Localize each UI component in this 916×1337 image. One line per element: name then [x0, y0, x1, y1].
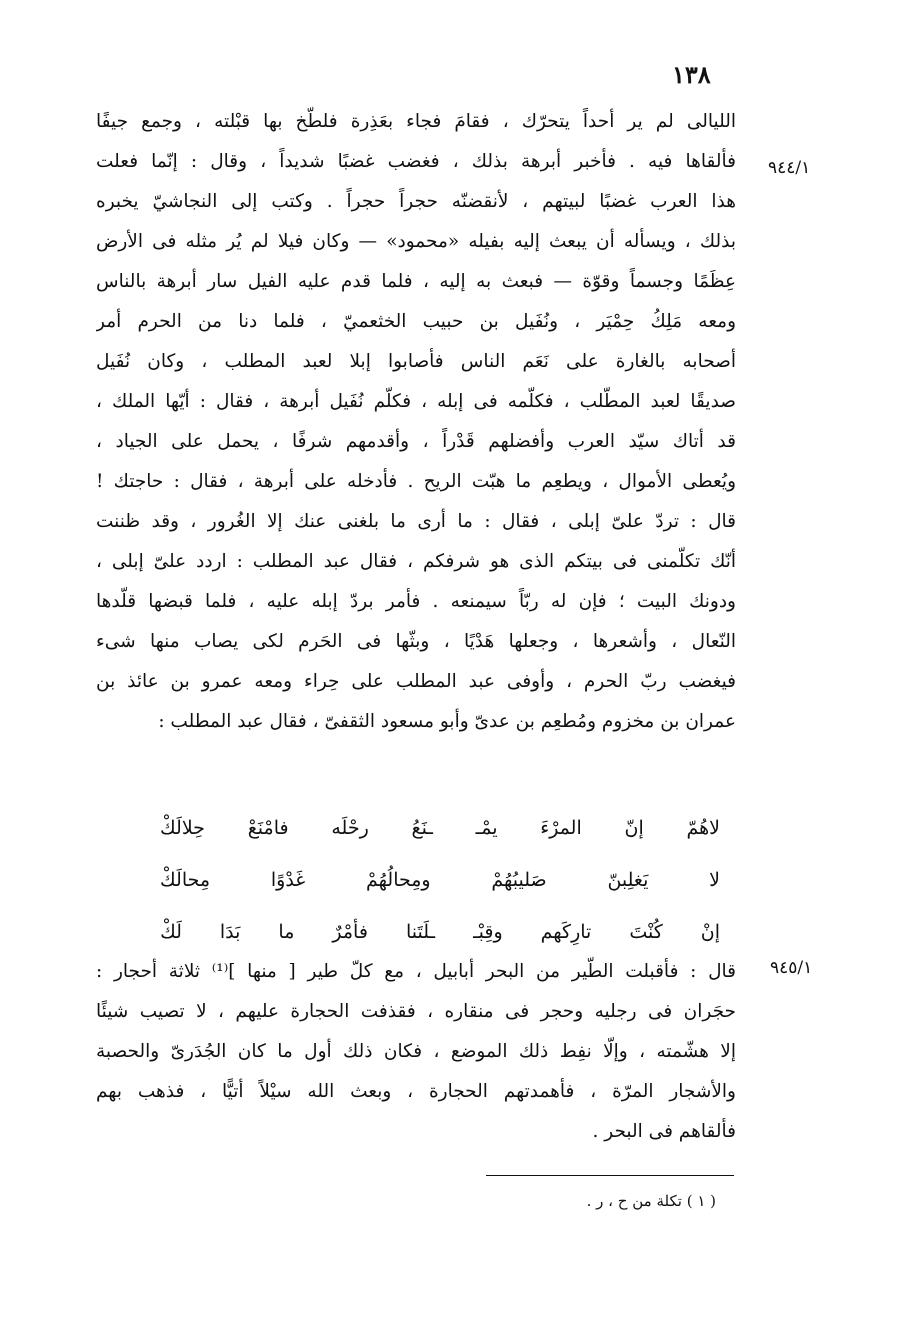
poem-verse: [160, 802, 720, 854]
text-line: قد أتاك سيّد العرب وأفضلهم قَدْراً ، وأقدمهم شرفًا ، يحمل على الجياد ،: [96, 431, 736, 452]
main-paragraph: [96, 102, 736, 742]
poem-word: فامْنَعْ: [247, 817, 289, 839]
poem-word: ـنَعُ: [411, 817, 433, 839]
text-line: صديقًا لعبد المطّلب ، فكلّمه فى إبله ، فكلّم نُفَيل أبرهة ، فقال : أيّها الملك ،: [96, 391, 736, 412]
text-line: والأشجار المرّة ، فأهمدتهم الحجارة ، وبعث الله سيْلاً أتيًّا ، فذهب بهم: [96, 1081, 736, 1102]
poem-word: يَغلِبنّ: [607, 869, 649, 891]
poem-verse: [160, 906, 720, 958]
text-line: قال : تردّ علىّ إبلى ، فقال : ما أرى ما بلغنى عنك إلا الغُرور ، وقد ظننت: [96, 511, 736, 532]
poem-word: إنْ: [700, 921, 720, 943]
text-line: أصحابه بالغارة على نَعَم الناس فأصابوا إبلا لعبد المطلب ، وكان نُفَيل: [96, 351, 736, 372]
footnote-divider: [486, 1175, 734, 1176]
poem-word: ـلَتَنا: [405, 921, 436, 943]
poem-word: ومِحالُهُمْ: [366, 869, 431, 891]
poem-word: مِحالَكْ: [160, 869, 211, 891]
poem: [160, 802, 720, 958]
footnote: ( ١ ) تكلة من ح ، ر .: [586, 1192, 716, 1210]
poem-word: إنّ: [624, 817, 644, 839]
poem-word: ما: [278, 921, 295, 943]
poem-word: المرْءَ: [540, 817, 582, 839]
poem-word: غَدْوًا: [270, 869, 306, 891]
poem-word: فأمْرٌ: [332, 921, 368, 943]
text-line: فألقاهم فى البحر .: [592, 1121, 736, 1142]
poem-word: صَليبُهُمْ: [491, 869, 547, 891]
text-line: عمران بن مخزوم ومُطعِم بن عدىّ وأبو مسعود الثقفىّ ، فقال عبد المطلب :: [158, 711, 736, 732]
text-line: قال : فأقبلت الطّير من البحر أبابيل ، مع كلّ طير [ منها ]⁽¹⁾ ثلاثة أحجار :: [96, 961, 736, 982]
margin-ref-1: ٩٤٤/١: [768, 158, 811, 178]
poem-word: لَكْ: [160, 921, 182, 943]
text-line: النّعال ، وأشعرها ، وجعلها هَدْيًا ، وبثّها فى الحَرم لكى يصاب منها شىء: [96, 631, 736, 652]
text-line: ومعه مَلِكُ حِمْيَر ، ونُفَيل بن حبيب الخثعميّ ، فلما دنا من الحرم أمر: [96, 311, 736, 332]
second-paragraph: [96, 952, 736, 1152]
text-line: الليالى لم ير أحداً يتحرّك ، فقامَ فجاء بعَذِرة فلطّخ بها قبْلته ، وجمع جيفًا: [96, 111, 736, 132]
poem-word: وقِبْـ: [473, 921, 503, 943]
text-line: ودونك البيت ؛ فإن له ربّاً سيمنعه . فأمر بردّ إبله عليه ، فلما قبضها قلّدها: [96, 591, 736, 612]
text-line: بذلك ، ويسأله أن يبعث إليه بفيله «محمود» — وكان فيلا لم يُر مثله فى الأرض: [96, 231, 736, 252]
text-line: إلا هشّمته ، وإلّا نفِط ذلك الموضع ، فكان ذلك أول ما كان الجُدَرىّ والحصبة: [96, 1041, 736, 1062]
poem-word: لا: [709, 869, 720, 891]
text-line: حجَران فى رجليه وحجر فى منقاره ، فقذفت الحجارة عليهم ، لا تصيب شيئًا: [96, 1001, 736, 1022]
poem-word: كُنْتَ: [629, 921, 663, 943]
poem-word: رحْلَه: [331, 817, 369, 839]
text-line: عِظَمًا وجسماً وقوّة — فبعث به إليه ، فلما قدم عليه الفيل سار أبرهة بالناس: [96, 271, 736, 292]
page-number: ١٣٨: [672, 60, 711, 89]
text-line: ويُعطى الأموال ، ويطعِم ما هبّت الريح . فأدخله على أبرهة ، فقال : حاجتك !: [96, 471, 736, 492]
text-line: هذا العرب غضبًا لبيتهم ، لأنقضنّه حجراً حجراً . وكتب إلى النجاشيّ يخبره: [96, 191, 736, 212]
poem-word: لاهُمّ: [686, 817, 720, 839]
margin-ref-2: ٩٤٥/١: [770, 958, 813, 978]
text-line: فألقاها فيه . فأخبر أبرهة بذلك ، فغضب غضبًا شديداً ، وقال : إنّما فعلت: [96, 151, 736, 172]
poem-word: بَدَا: [219, 921, 241, 943]
poem-word: يمْـ: [475, 817, 498, 839]
text-line: فيغضب ربّ الحرم ، وأوفى عبد المطلب على حِراء ومعه عمرو بن عائذ بن: [96, 671, 736, 692]
poem-word: تارِكَهم: [540, 921, 592, 943]
text-line: أنّك تكلّمنى فى بيتكم الذى هو شرفكم ، فقال عبد المطلب : اردد علىّ إبلى ،: [96, 551, 736, 572]
poem-word: حِلالَكْ: [160, 817, 205, 839]
poem-verse: [160, 854, 720, 906]
